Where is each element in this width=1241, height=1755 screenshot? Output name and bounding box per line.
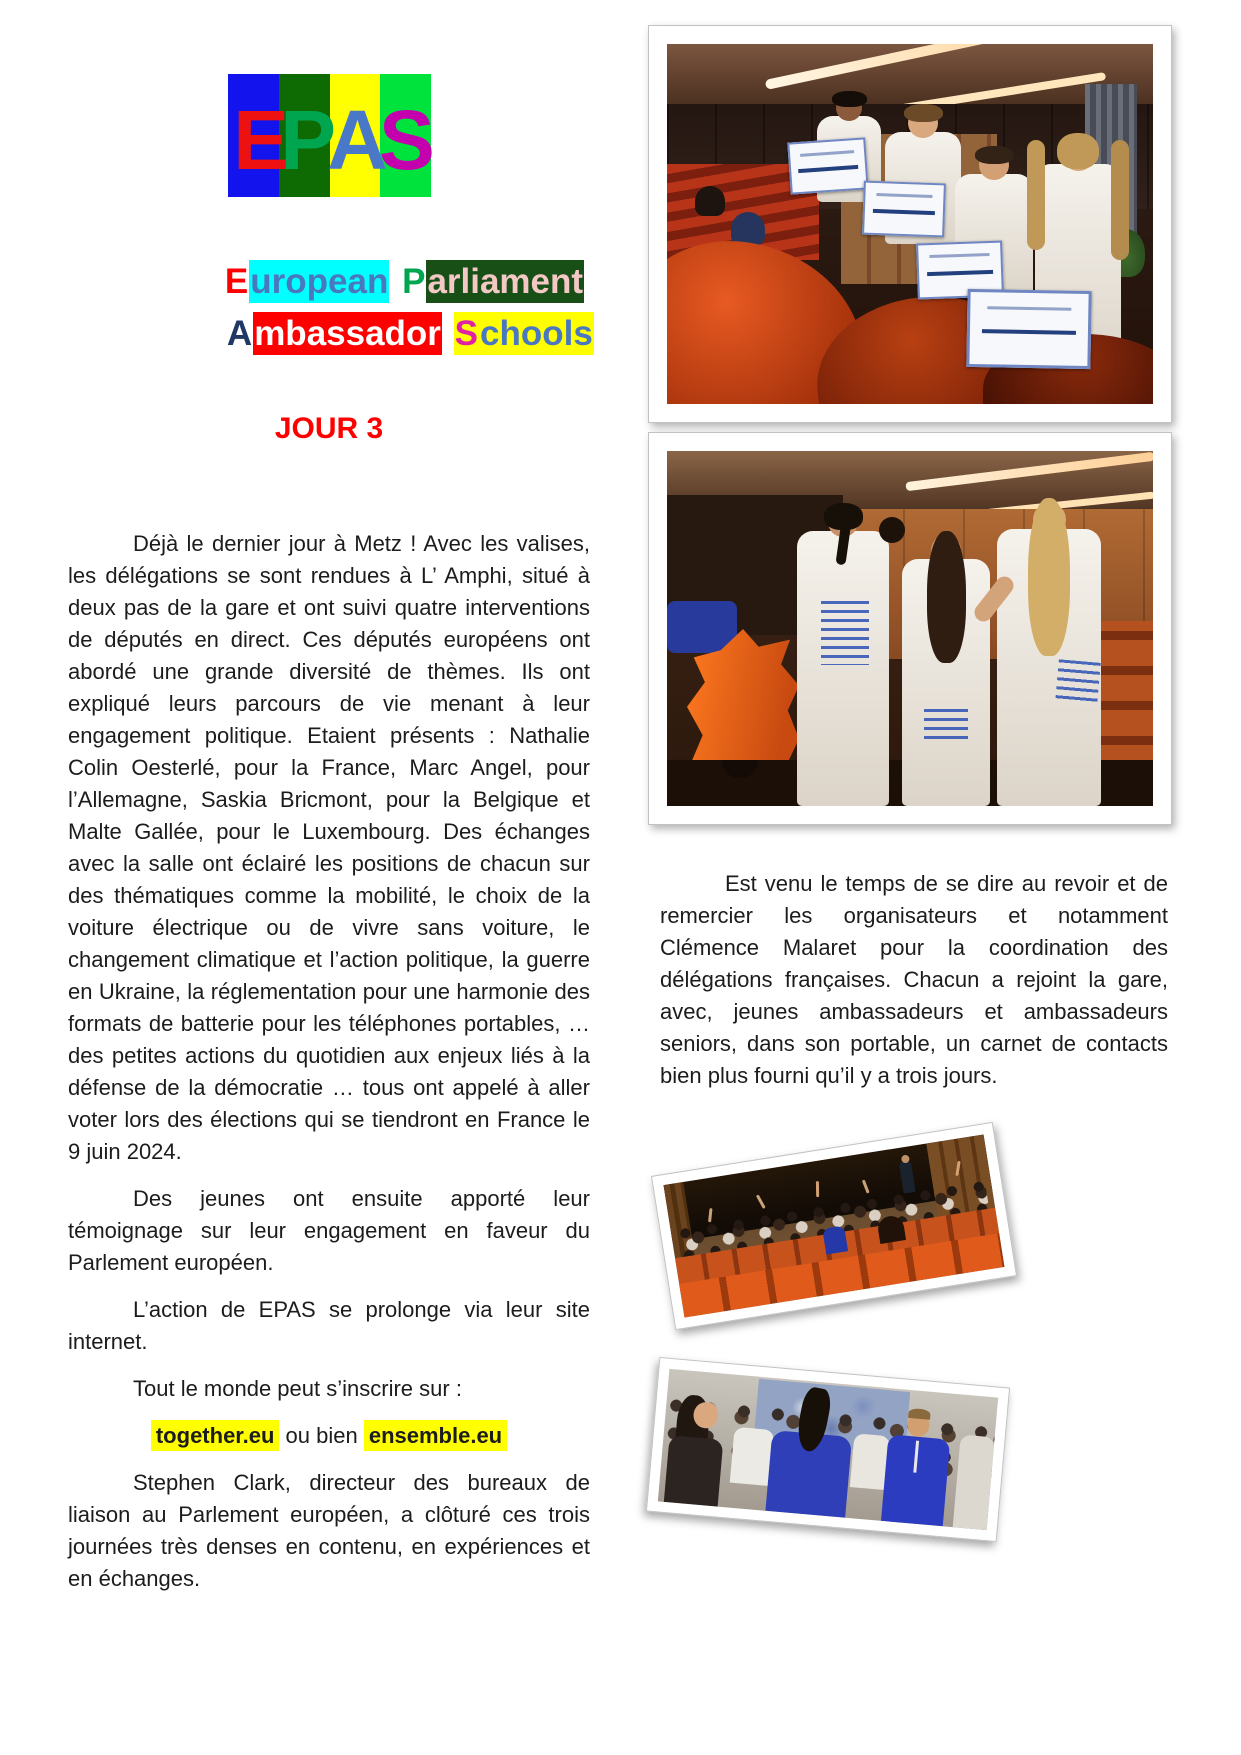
ponytail — [835, 513, 852, 566]
subtitle-seg — [442, 312, 454, 355]
logo-letter-e: E — [233, 92, 281, 187]
long-hair — [1027, 140, 1045, 250]
subtitle-seg: E — [224, 261, 249, 301]
long-hair — [1111, 140, 1129, 260]
subtitle-seg: S — [454, 313, 479, 353]
ensemble-eu-link[interactable]: ensemble.eu — [364, 1420, 507, 1451]
back-figure-blonde — [997, 529, 1101, 806]
subtitle-seg: uropean — [250, 261, 389, 301]
left-text-column — [68, 528, 590, 1610]
raised-arm — [816, 1181, 819, 1197]
tshirt-print — [1055, 659, 1101, 705]
epas-logo-letters — [228, 74, 431, 197]
together-eu-link[interactable]: together.eu — [151, 1420, 280, 1451]
photo-audience-raised-hands — [651, 1122, 1017, 1330]
logo-letter-p: P — [280, 92, 328, 187]
subtitle-seg: A — [226, 313, 253, 353]
right-text-column — [660, 868, 1168, 1107]
photo-certificates-auditorium — [648, 25, 1172, 423]
subtitle-ambassador-schools — [187, 276, 594, 392]
paragraph: Stephen Clark, directeur des bureaux de liaison au Parlement européen, a clôturé ces trois journées très denses en contenu, en expériences et en échanges. — [68, 1470, 590, 1591]
certificate-large — [966, 289, 1091, 369]
white-shirt-person — [953, 1435, 995, 1531]
certificate — [862, 181, 946, 238]
man-hair — [908, 1408, 931, 1420]
seated-person — [695, 186, 725, 216]
photo-canvas — [658, 1369, 998, 1530]
logo-letter-a: A — [327, 92, 379, 187]
certificate — [787, 137, 868, 194]
subtitle-seg: mbassador — [254, 313, 441, 353]
back-figure-ponytail — [797, 531, 889, 806]
paragraph: L’action de EPAS se prolonge via leur site internet. — [68, 1297, 590, 1354]
paragraph: Est venu le temps de se dire au revoir et de remercier les organisateurs et notamment Clémence Malaret pour la coordination des délégations françaises. Chacun a rejoint la gare, avec, jeunes ambassadeurs et ambassadeurs seniors, dans son portable, un carnet de contacts bien plus fourni qu’il y a trois jours. — [660, 871, 1168, 1088]
tshirt-print-europe-jeunesse — [821, 601, 869, 665]
photo-standing-crowd — [646, 1357, 1010, 1542]
page-title: JOUR 3 — [274, 412, 384, 445]
registration-links-line — [68, 1420, 590, 1452]
woman-shoulders — [664, 1435, 724, 1506]
photo-canvas — [667, 44, 1153, 404]
paragraph: Des jeunes ont ensuite apporté leur témoignage sur leur engagement en faveur du Parlement européen. — [68, 1186, 590, 1275]
paragraph: Déjà le dernier jour à Metz ! Avec les valises, les délégations se sont rendues à L’ Amphi, situé à deux pas de la gare et ont suivi quatre interventions de députés en direct. Ces députés européens ont abordé une grande diversité de thèmes. Ils ont expliqué leurs parcours de vie menant à leur engagement politique. Etaient présents : Nathalie Colin Oesterlé, pour la France, Marc Angel, pour l’Allemagne, Saskia Bricmont, pour la Belgique et Malte Gallée, pour le Luxembourg. Des échanges avec la salle ont éclairé les positions de chacun sur des thématiques comme la mobilité, le choix de la voiture électrique ou de vivre sans voiture, le changement climatique et l’action politique, la guerre en Ukraine, la réglementation pour une harmonie des formats de batterie pour les téléphones portables, … des petites actions du quotidien aux enjeux liés à la défense de la démocratie … tous ont appelé à aller voter lors des élections qui se tiendront en France le 9 juin 2024. — [68, 531, 590, 1164]
tshirt-print-jeunesse — [924, 709, 968, 743]
photo-tshirt-backs-auditorium — [648, 432, 1172, 825]
photo-canvas — [667, 451, 1153, 806]
photo-canvas — [664, 1134, 1005, 1317]
seated-person-blue — [822, 1225, 848, 1254]
subtitle-seg: chools — [480, 313, 593, 353]
paragraph: Tout le monde peut s’inscrire sur : — [133, 1376, 462, 1401]
back-figure-long-dark-hair — [902, 559, 990, 806]
logo-letter-s: S — [378, 92, 426, 187]
subtitle-seg: P — [402, 261, 426, 301]
second-head — [879, 517, 905, 543]
links-separator-text: ou bien — [279, 1423, 364, 1448]
subtitle-seg: arliament — [427, 261, 584, 301]
